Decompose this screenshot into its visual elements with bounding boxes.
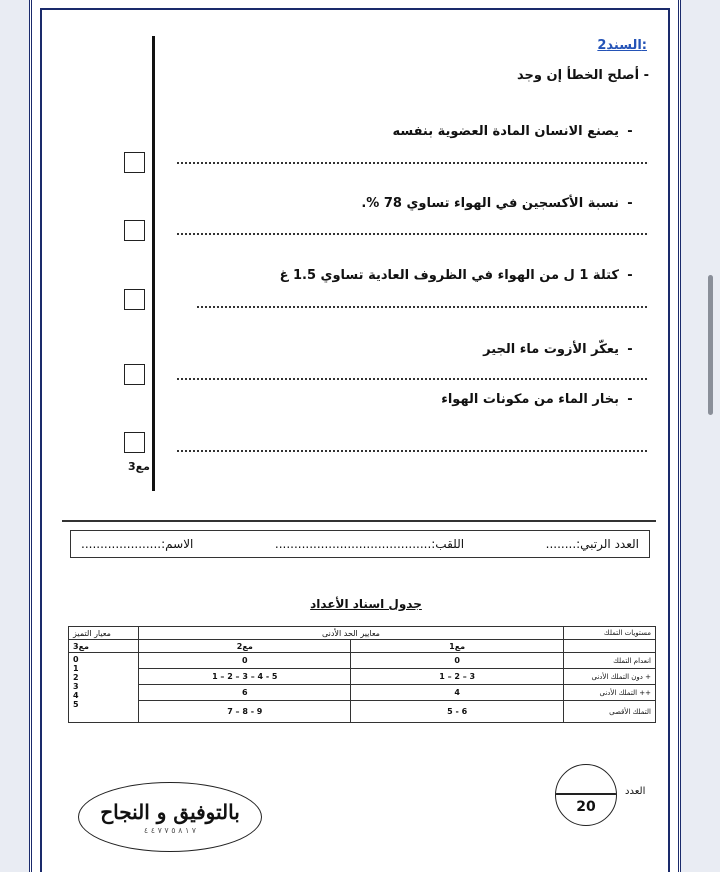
statement-4: -يعكّر الأزوت ماء الجير [483,342,633,357]
answer-line-4[interactable] [177,378,647,380]
header-excellence: معيار التميز [69,627,139,640]
grades-table-title: جدول اسناد الأعداد [310,597,422,611]
statement-2: -نسبة الأكسجين في الهواء تساوي 78 %. [361,196,633,211]
checkbox-3[interactable] [124,289,145,310]
table-row [69,685,656,701]
row3-c1: 4 [351,685,563,701]
score-label: العدد [625,786,646,797]
answer-line-3[interactable] [197,306,647,308]
table-header-row [69,627,656,640]
row2-level: دون التملك الأدنى + [563,669,655,685]
header-min-criteria: معايير الحد الأدنى [139,627,564,640]
row4-c1: 5 - 6 [351,701,563,723]
answer-line-2[interactable] [177,233,647,235]
checkbox-2[interactable] [124,220,145,241]
checkbox-4[interactable] [124,364,145,385]
good-luck-stamp [78,782,262,852]
stamp-text: بالتوفيق و النجاح [100,799,240,824]
row1-level: انعدام التملك [563,653,655,669]
instruction: - أصلح الخطأ إن وجد [517,68,649,83]
answer-line-5[interactable] [177,450,647,452]
checkbox-1[interactable] [124,152,145,173]
table-row [69,701,656,723]
row3-c2: 6 [139,685,351,701]
name-field[interactable]: الاسم:..................... [81,537,194,551]
excellence-values: 0 1 2 3 4 5 [69,653,139,723]
subheader-c2: مع2 [139,640,351,653]
sanad-title: السند2: [597,38,647,53]
statement-5: -بخار الماء من مكونات الهواء [441,392,633,407]
score-max: 20 [576,799,596,815]
checkbox-5[interactable] [124,432,145,453]
row4-level: التملك الأقصى [563,701,655,723]
table-subheader-row [69,640,656,653]
vertical-divider [152,36,155,491]
row4-c2: 7 – 8 - 9 [139,701,351,723]
statement-3: -كتلة 1 ل من الهواء في الظروف العادية تساوي 1.5 غ [279,268,633,283]
surname-field[interactable]: اللقب:......................................... [274,537,465,551]
table-row [69,653,656,669]
row3-level: التملك الأدنى ++ [563,685,655,701]
statement-1: -يصنع الانسان المادة العضوية بنفسه [392,124,633,139]
subheader-c1: مع1 [351,640,563,653]
row2-c2: 1 – 2 – 3 – 4 - 5 [139,669,351,685]
stamp-subtext: ٧ ١ ٨ ٥ ٧ ٧ ٤ ٤ [143,825,197,835]
score-circle [555,764,617,826]
student-info-box [70,530,650,558]
answer-line-1[interactable] [177,162,647,164]
scrollbar[interactable] [708,275,713,415]
score-divider [556,793,616,795]
row1-c2: 0 [139,653,351,669]
subheader-c3: مع3 [69,640,139,653]
grades-table [68,626,656,723]
table-row [69,669,656,685]
section-separator [62,520,656,522]
row1-c1: 0 [351,653,563,669]
row2-c1: 1 – 2 – 3 [351,669,563,685]
criterion-label: مع3 [128,460,150,473]
number-field[interactable]: العدد الرتبي:........ [545,537,639,551]
header-levels: مستويات التملك [563,627,655,640]
